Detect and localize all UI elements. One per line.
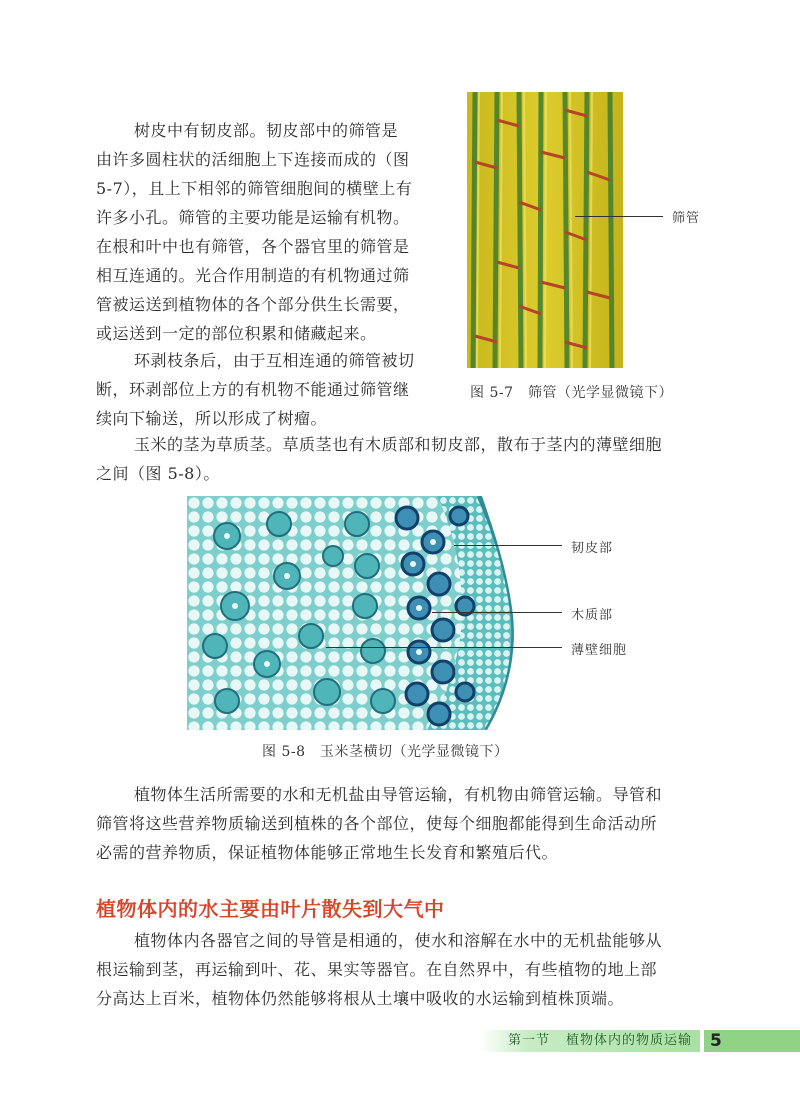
paragraph-transport-summary [96, 780, 662, 867]
xylem-leader-line [432, 612, 562, 613]
text-line: 由许多圆柱状的活细胞上下连接而成的（图 [96, 150, 410, 169]
text-line: 植物体内各器官之间的导管是相通的，使水和溶解在水中的无机盐能够从 [134, 931, 663, 950]
text-line: 分高达上百米，植物体仍然能够将根从土壤中吸收的水运输到植株顶端。 [96, 989, 625, 1008]
footer-section: 第一节 [508, 1033, 551, 1048]
corn-stem-image [187, 496, 521, 730]
sieve-tube-leader-line [575, 216, 663, 217]
corn-stem-micrograph [187, 496, 521, 730]
sieve-tube-image [467, 92, 623, 368]
text-line: 或运送到一定的部位积累和储藏起来。 [96, 324, 377, 343]
page-number: 5 [704, 1030, 800, 1052]
paragraph-water-transport [96, 926, 662, 1013]
parenchyma-leader-line [326, 647, 562, 648]
paragraph-corn-stem [96, 430, 662, 488]
paragraph-girdling [96, 346, 415, 433]
text-line: 环剥枝条后，由于互相连通的筛管被切 [134, 351, 415, 370]
label-sieve-tube: 筛管 [672, 211, 701, 226]
text-line: 玉米的茎为草质茎。草质茎也有木质部和韧皮部，散布于茎内的薄壁细胞 [134, 435, 663, 454]
text-line: 之间（图 5-8）。 [96, 464, 220, 483]
text-line: 树皮中有韧皮部。韧皮部中的筛管是 [134, 121, 399, 140]
text-line: 植物体生活所需要的水和无机盐由导管运输，有机物由筛管运输。导管和 [134, 785, 663, 804]
footer-title: 植物体内的物质运输 [566, 1033, 693, 1048]
section-heading: 植物体内的水主要由叶片散失到大气中 [96, 897, 445, 921]
footer-chapter-bar [480, 1030, 700, 1052]
text-line: 断，环剥部位上方的有机物不能通过筛管继 [96, 380, 410, 399]
text-line: 管被运送到植物体的各个部分供生长需要， [96, 295, 410, 314]
paragraph-sieve-tube [96, 116, 412, 348]
figure-5-7-caption: 图 5-7 筛管（光学显微镜下） [470, 385, 673, 401]
text-line: 5-7），且上下相邻的筛管细胞间的横壁上有 [96, 179, 413, 198]
text-line: 必需的营养物质，保证植物体能够正常地生长发育和繁殖后代。 [96, 843, 559, 862]
label-phloem: 韧皮部 [571, 541, 614, 556]
text-line: 许多小孔。筛管的主要功能是运输有机物。 [96, 208, 410, 227]
phloem-leader-line [454, 545, 562, 546]
figure-5-8-caption: 图 5-8 玉米茎横切（光学显微镜下） [262, 744, 509, 760]
label-parenchyma: 薄壁细胞 [571, 643, 628, 658]
text-line: 在根和叶中也有筛管，各个器官里的筛管是 [96, 237, 410, 256]
text-line: 根运输到茎，再运输到叶、花、果实等器官。在自然界中，有些植物的地上部 [96, 960, 658, 979]
sieve-tube-micrograph [467, 92, 623, 368]
label-xylem: 木质部 [571, 608, 614, 623]
text-line: 相互连通的。光合作用制造的有机物通过筛 [96, 266, 410, 285]
text-line: 续向下输送，所以形成了树瘤。 [96, 409, 328, 428]
text-line: 筛管将这些营养物质输送到植株的各个部位，使每个细胞都能得到生命活动所 [96, 814, 658, 833]
